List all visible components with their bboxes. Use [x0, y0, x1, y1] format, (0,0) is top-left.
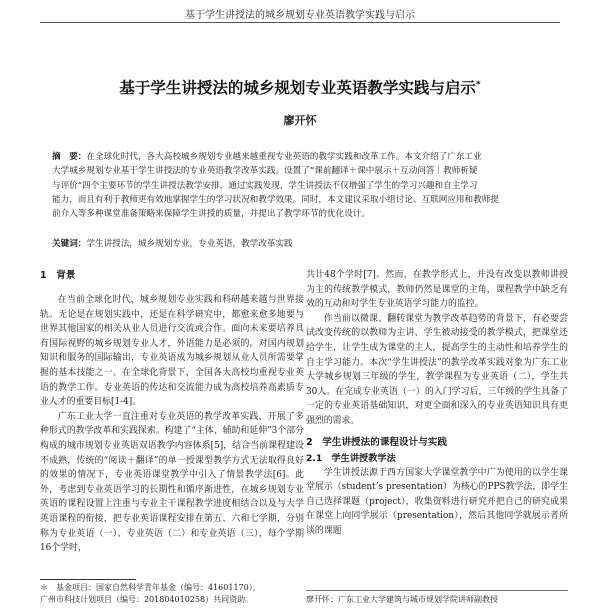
footnote-line-1: ＊ 基金项目：国家自然科学青年基金（编号：41601170），: [40, 583, 261, 592]
author-note: 廖开怀：广东工业大学建筑与城市规划学院讲师副教授: [306, 595, 498, 604]
running-header: 基于学生讲授法的城乡规划专业英语教学实践与启示: [185, 10, 415, 21]
body-paragraph: 学生讲授法源于西方国家大学课堂教学中广为使用的以学生课堂展示（student’s presentation）为核心的PPS教学法，即学生自己选择课题（project），收集资料进行研究并把自己的研究成果在课堂上向同学展示（presentation），然后其他同学就展示者所谈的课题: [306, 467, 568, 536]
keywords-text: 学生讲授法，城乡规划专业，专业英语，教学改革实践: [86, 239, 293, 249]
author-note-rule: [306, 590, 568, 591]
footnote-rule: [40, 579, 136, 580]
footnote: [40, 582, 304, 606]
paper-title: [0, 76, 600, 98]
right-column: [306, 268, 568, 539]
author-name: 廖开怀: [283, 114, 317, 127]
subsection-heading: 2.1 学生讲授教学法: [306, 452, 396, 464]
title-text: 基于学生讲授法的城乡规划专业英语教学实践与启示: [119, 79, 476, 97]
abstract-line-3: 与评价”四个主要环节的学生讲授法教学安排，通过实践发现，学生讲授法不仅增强了学生的学习兴趣和自主学习: [52, 180, 478, 191]
footnote-line-2: 广州市科技计划项目（编号：201804010258）共同资助。: [40, 595, 254, 604]
left-column: [40, 268, 304, 556]
abstract-label: 摘 要：: [52, 152, 87, 162]
abstract-line-4: 能力，而且有利于教师更有效地掌握学生的学习状况和教学效果。同时，本文建议采取小组讨论、互联网应用和教师提: [52, 194, 499, 205]
abstract-line-1: 在全球化时代，各大高校城乡规划专业越来越重视专业英语的教学实践和改革工作。本文介绍了广东工业: [86, 152, 482, 162]
section-heading-course-design: 2 学生讲授法的课程设计与实践: [306, 436, 447, 448]
title-footnote-mark: *: [475, 79, 481, 90]
keywords-label: 关键词：: [52, 239, 87, 249]
abstract-line-2: 大学城乡规划专业基于学生讲授法的专业英语教学改革实践。设置了“课前翻译＋课中展示＋互动问答｜教师析疑: [52, 166, 478, 177]
body-paragraph: 在当前全球化时代，城乡规划专业实践和科研越来越与世界接轨。无论是在规划实践中，还是在科学研究中，都愈来愈多地要与世界其他国家的相关从业人员进行交流或合作。面向未来要培养具有国际视野的城乡规划专业人才，外语能力是必须的。对国内规划知识和服务的国际输出，专业英语成为城乡规划从业人员所需要掌握的基本技能之一。在全球化背景下，全国各大高校均重视专业英语的教学工作。专业英语的传达和交流能力成为高校培养高素质专业人才的重要目标[1-4]。: [40, 295, 304, 408]
abstract: [52, 150, 552, 221]
abstract-line-5: 前介入等多种课堂准备策略来保障学生讲授的质量，并提出了教学环节的优化设计。: [52, 209, 370, 220]
section-heading-background: 1 背景: [40, 270, 76, 281]
body-paragraph: 共计48个学时[7]。然而，在教学形式上，并没有改变以教师讲授为主的传统教学模式，教师仍然是课堂的主角，课程教学中缺乏有效的互动和对学生专业英语学习能力的监控。: [306, 270, 568, 310]
body-paragraph: 作当前以微课、翻转课堂为教学改革趋势的背景下，有必要尝试改变传统的以教师为主讲、学生被动接受的教学模式，把课堂还给学生，让学生成为课堂的主人，提高学生的主动性和培养学生的自主学习能力。本次“学生讲授法”的教学改革实践对象为广东工业大学城乡规划三年级的学生，教学课程为专业英语（二），学生共30人。在完成专业英语（一）的入门学习后，三年级的学生具备了一定的专业英语基础知识，对更全面和深入的专业英语知识具有更强烈的需求。: [306, 313, 568, 426]
body-paragraph: 广东工业大学一直注重对专业英语的教学改革实践，开展了多种形式的教学改革和实践探索。构建了“主体、辅助和延伸”3个部分构成的城市规划专业英语双语教学内容体系[5]，结合当前课程建设不成熟，传统的“阅读＋翻译”的单一授课型教学方式无法取得良好的效果的情况下，专业英语课堂教学中引入了情景教学法[6]。此外，考虑到专业英语学习的长期性和循序渐进性，在城乡规划专业英语的课程设置上注重与专业主干课程教学进度相结合以及与大学英语课程的衔接，把专业英语课程安排在第五、六和七学期，分别称为专业英语（一）、专业英语（二）和专业英语（三），每个学期16个学时，: [40, 411, 304, 554]
keywords: [52, 237, 552, 251]
header-rule: [40, 22, 560, 23]
